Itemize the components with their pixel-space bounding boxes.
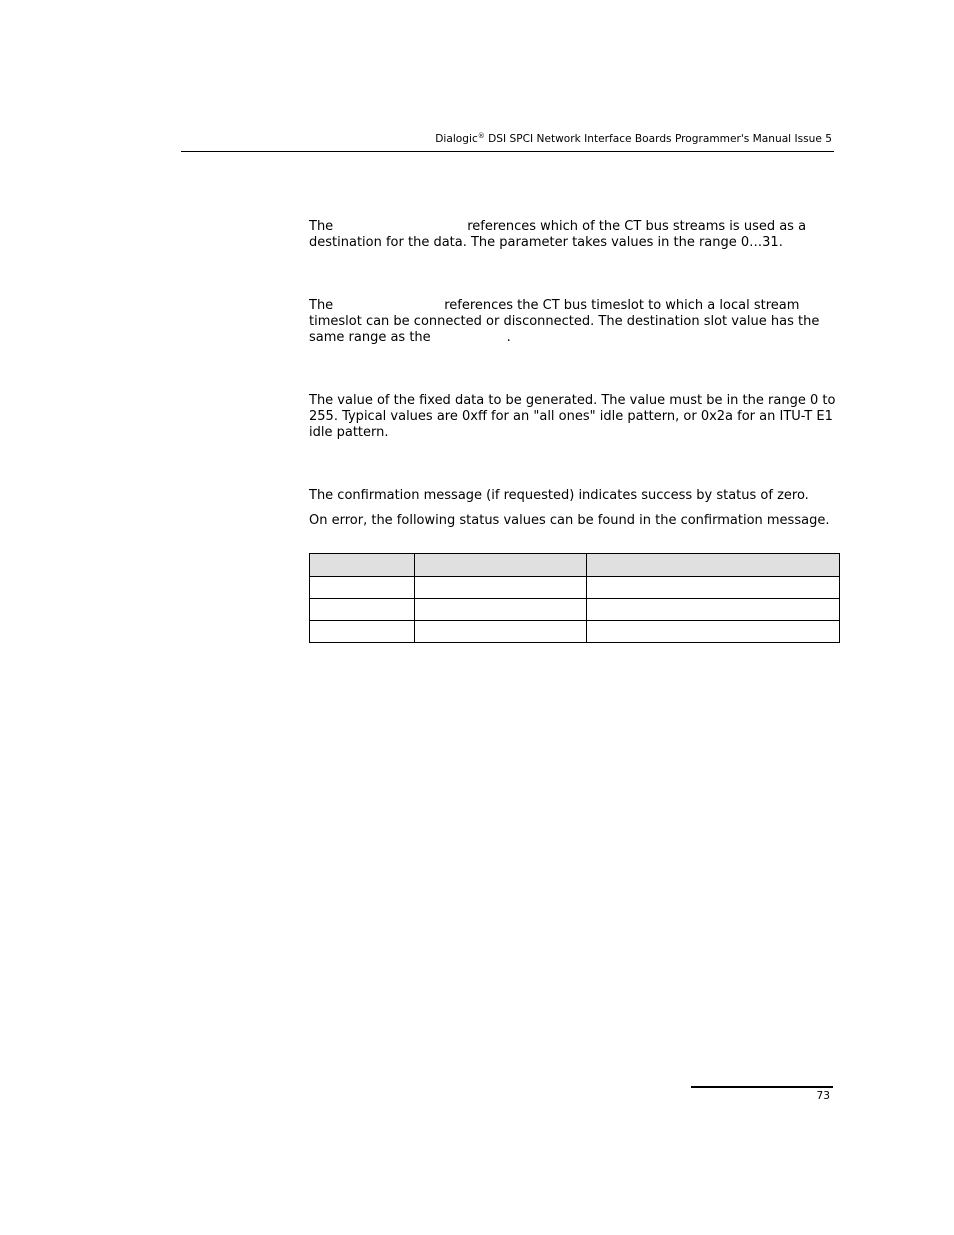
dest-stream-prefix: The <box>309 219 334 234</box>
table-cell <box>415 599 587 621</box>
dest-stream-text: references which of the CT bus streams is used as a destination for the data. The parameter takes values in the range 0…31. <box>309 219 807 251</box>
table-header-cell <box>415 554 587 577</box>
table-cell <box>310 599 415 621</box>
table-cell <box>587 621 840 643</box>
header-brand: Dialogic <box>435 133 478 145</box>
table-header-cell <box>310 554 415 577</box>
table-cell <box>415 621 587 643</box>
table-cell <box>587 599 840 621</box>
table-row <box>310 599 840 621</box>
dest-slot-description <box>309 298 839 347</box>
table-header-cell <box>587 554 840 577</box>
table-cell <box>415 577 587 599</box>
header-rule <box>181 151 834 152</box>
table-cell <box>310 577 415 599</box>
table-row <box>310 621 840 643</box>
pattern-description: The value of the fixed data to be generated. The value must be in the range 0 to 255. Typical values are 0xff for an "all ones" idle pattern, or 0x2a for an ITU-T E1 idle pattern. <box>309 393 836 441</box>
footer-rule <box>691 1086 833 1088</box>
dest-slot-text: references the CT bus timeslot to which a local stream timeslot can be connected or disconnected. The destination slot value has the same range as the <box>309 298 820 346</box>
page-number: 73 <box>816 1090 830 1102</box>
dest-stream-description <box>309 219 839 251</box>
table-cell <box>587 577 840 599</box>
confirmation-text: The confirmation message (if requested) indicates success by status of zero. <box>309 488 809 503</box>
running-header <box>435 133 832 145</box>
table-header-row <box>310 554 840 577</box>
dest-slot-prefix: The <box>309 298 334 313</box>
table-cell <box>310 621 415 643</box>
registered-mark: ® <box>477 132 485 140</box>
error-intro-text: On error, the following status values can be found in the confirmation message. <box>309 513 830 528</box>
header-title: DSI SPCI Network Interface Boards Programmer's Manual Issue 5 <box>484 133 832 145</box>
table-row <box>310 577 840 599</box>
dest-slot-suffix: . <box>506 330 511 346</box>
status-table <box>309 553 840 643</box>
